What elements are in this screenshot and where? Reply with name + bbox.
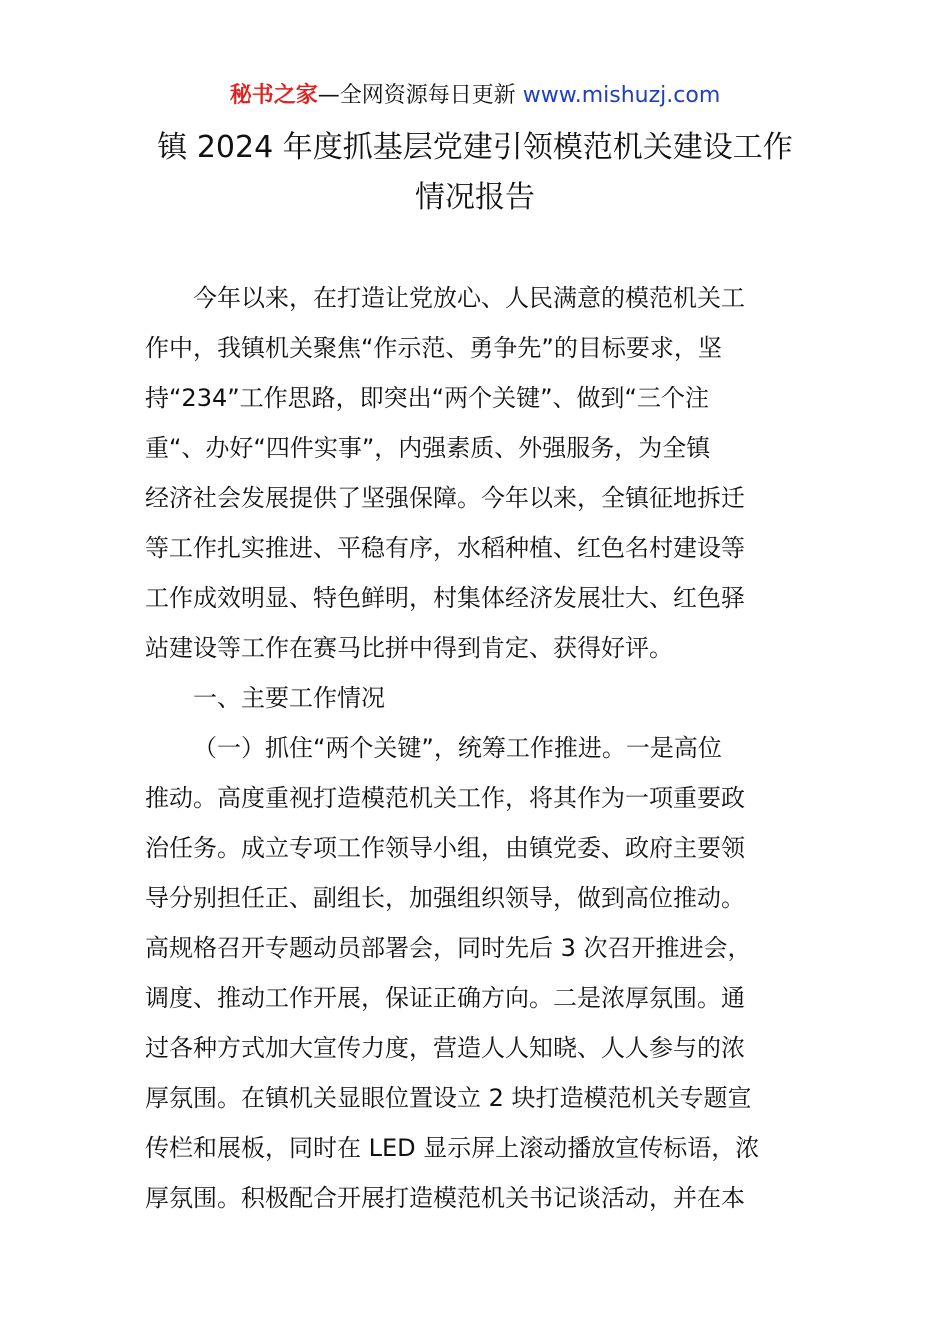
document-title	[100, 123, 850, 223]
paragraph-line: 重“、办好“四件实事”，内强素质、外强服务，为全镇	[145, 434, 711, 462]
paragraph-line: 经济社会发展提供了坚强保障。今年以来，全镇征地拆迁	[145, 484, 745, 512]
paragraph-line: 持“234”工作思路，即突出“两个关键”、做到“三个注	[145, 384, 709, 412]
paragraph-line: 高规格召开专题动员部署会，同时先后 3 次召开推进会，	[145, 934, 752, 962]
paragraph-line: 过各种方式加大宣传力度，营造人人知晓、人人参与的浓	[145, 1034, 745, 1062]
paragraph-line: 今年以来，在打造让党放心、人民满意的模范机关工	[193, 284, 745, 312]
document-body	[145, 273, 807, 1223]
site-tagline: —全网资源每日更新	[317, 83, 523, 108]
paragraph-line: 推动。高度重视打造模范机关工作，将其作为一项重要政	[145, 784, 745, 812]
paragraph-line: 等工作扎实推进、平稳有序，水稻种植、红色名村建设等	[145, 534, 745, 562]
section-heading: 一、主要工作情况	[193, 684, 385, 712]
site-url-link[interactable]: www.mishuzj.com	[522, 83, 721, 108]
site-header	[0, 80, 950, 112]
paragraph-line: 导分别担任正、副组长，加强组织领导，做到高位推动。	[145, 884, 745, 912]
site-name: 秘书之家	[229, 83, 318, 108]
title-line-2: 情况报告	[415, 180, 535, 215]
title-line-1: 镇 2024 年度抓基层党建引领模范机关建设工作	[157, 130, 793, 165]
paragraph-line: 传栏和展板，同时在 LED 显示屏上滚动播放宣传标语，浓	[145, 1134, 760, 1162]
paragraph-line: 厚氛围。在镇机关显眼位置设立 2 块打造模范机关专题宣	[145, 1084, 752, 1112]
paragraph-line: 站建设等工作在赛马比拼中得到肯定、获得好评。	[145, 634, 673, 662]
paragraph-line: （一）抓住“两个关键”，统筹工作推进。一是高位	[193, 734, 722, 762]
paragraph-line: 工作成效明显、特色鲜明，村集体经济发展壮大、红色驿	[145, 584, 745, 612]
paragraph-line: 调度、推动工作开展，保证正确方向。二是浓厚氛围。通	[145, 984, 745, 1012]
paragraph-line: 厚氛围。积极配合开展打造模范机关书记谈活动，并在本	[145, 1184, 745, 1212]
paragraph-line: 作中，我镇机关聚焦“作示范、勇争先”的目标要求，坚	[145, 334, 722, 362]
paragraph-line: 治任务。成立专项工作领导小组，由镇党委、政府主要领	[145, 834, 745, 862]
